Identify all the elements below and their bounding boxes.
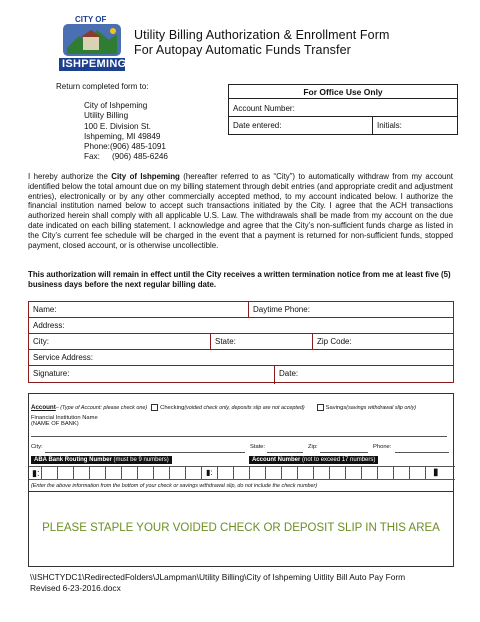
checking-label: Checking [160,404,185,411]
address-city: Ishpeming, MI 49849 [84,132,161,141]
office-use-title: For Office Use Only [229,85,457,99]
bank-info-box [28,393,454,567]
financial-institution-label [31,415,98,427]
bank-phone-line[interactable] [395,452,449,453]
address-street: 100 E. Division St. [84,122,151,131]
digit-cell-divider [137,467,138,480]
bank-city-line[interactable] [45,452,245,453]
office-initials: Initials: [377,121,402,130]
bank-name-line[interactable] [31,436,447,437]
form-title: Utility Billing Authorization & Enrollment Form [134,28,390,42]
digit-cell-divider [377,467,378,480]
bank-state-line[interactable] [267,452,303,453]
routing-bold: ABA Bank Routing Number [34,457,112,463]
city-field[interactable]: City: [29,334,211,349]
digit-cell-divider [297,467,298,480]
checking-hint: (voided check only, deposits slip are not accepted) [184,404,305,411]
fax-value: (906) 485-6246 [112,152,168,161]
customer-info-table [28,301,454,383]
bank-city-label: City: [31,444,43,450]
acctnum-bold: Account Number [252,457,301,463]
account-type-label: Account [31,404,56,411]
routing-account-digit-row [29,466,455,480]
staple-check-area: PLEASE STAPLE YOUR VOIDED CHECK OR DEPOSIT SLIP IN THIS AREA [42,522,440,534]
digit-cell-divider [57,467,58,480]
logo-top-text: CITY OF [75,15,107,24]
para-text-start: I hereby authorize the [28,172,112,181]
amount-symbol-icon: ▮ [433,467,439,478]
termination-paragraph: This authorization will remain in effect until the City receives a written termination notice from me at least five (5) business days before the next regular billing date. [28,270,451,289]
digit-cell-divider [105,467,106,480]
digit-cell-divider [329,467,330,480]
bank-zip-label: Zip: [308,444,318,450]
signature-field[interactable]: Signature: [29,366,275,384]
address-org: City of Ishpeming [84,101,148,110]
checking-checkbox[interactable] [151,404,158,411]
digit-cell-divider [41,467,42,480]
digit-cell-divider [201,467,202,480]
savings-label: Savings [325,404,347,411]
address-dept: Utility Billing [84,111,129,120]
routing-number-label [31,456,172,464]
bank-phone-label: Phone: [373,444,392,450]
digit-cell-divider [89,467,90,480]
account-type-line [31,404,416,411]
digit-cell-divider [233,467,234,480]
digit-cell-divider [393,467,394,480]
digit-cell-divider [249,467,250,480]
fax-label: Fax: [84,152,100,161]
acctnum-hint: (not to exceed 17 numbers) [300,457,376,463]
address-fax [84,152,168,163]
logo-bottom-text: ISHPEMING [62,58,127,70]
city-logo [57,14,127,72]
transit-symbol-icon: ▮: [32,468,40,478]
authorization-paragraph [28,172,453,250]
phone-value: (906) 485-1091 [109,142,166,151]
digit-cell-divider [153,467,154,480]
account-type-hint: – (Type of Account: please check one) [55,404,148,411]
digit-cell-divider [217,467,218,480]
form-subtitle: For Autopay Automatic Funds Transfer [134,43,351,57]
zip-code-field[interactable]: Zip Code: [317,337,352,346]
daytime-phone-field[interactable]: Daytime Phone: [253,305,310,314]
fin-name-label: Financial Institution Name [31,415,98,421]
savings-checkbox[interactable] [317,404,324,411]
digit-cell-divider [281,467,282,480]
name-field[interactable]: Name: [29,302,249,317]
account-number-label [249,456,378,464]
office-account-number: Account Number: [229,99,457,117]
savings-hint: (savings withdrawal slip only) [346,404,417,411]
para-text-rest: (hereafter referred to as “City”) to automatically withdraw from my account identified below the total amount due on my billing statement through debit entries (and appropriate credit and adjustment entries), electronically or by any other commercially accepted method, to my account indicated below. I authorize the financial institution named below to accept such transactions initiated by the City. I agree that the ACH transactions authorized herein shall comply with all applicable U.S. Law. The withdrawals shall be made from my account on the due date indicated on each billing statement. I acknowledge and agree that the City’s non-sufficient funds charge as listed in the City’s current fee schedule will be charged in the event that a payment is returned for non-sufficient funds, stopped payment, closed account, or is otherwise uncollectible. [28,172,453,250]
footer-file-path: \\ISHCTYDC1\RedirectedFolders\JLampman\Utility Billing\City of Ishpeming Uitlity Bill Auto Pay Form [30,572,406,582]
on-us-symbol-icon: ▮: [206,468,213,477]
return-label: Return completed form to: [56,82,149,91]
digit-cell-divider [345,467,346,480]
digit-cell-divider [313,467,314,480]
digit-cell-divider [361,467,362,480]
digit-cell-divider [73,467,74,480]
digit-cell-divider [265,467,266,480]
state-field[interactable]: State: [211,334,313,349]
digit-cell-divider [121,467,122,480]
para-city-name: City of Ishpeming [111,172,180,181]
address-phone [84,142,166,153]
enter-info-note: (Enter the above information from the bottom of your check or savings withdrawal slip, do not include the check number) [31,483,318,489]
office-date-entered: Date entered: [229,117,373,134]
digit-cell-divider [185,467,186,480]
address-field[interactable]: Address: [33,321,65,330]
office-use-box [228,84,458,135]
bank-zip-line[interactable] [320,452,368,453]
date-field[interactable]: Date: [279,369,299,378]
digit-cell-divider [425,467,426,480]
digit-cell-divider [169,467,170,480]
bank-state-label: State: [250,444,266,450]
phone-label: Phone: [84,142,110,151]
fin-name-sub-label: (NAME OF BANK) [31,421,79,427]
digit-cell-divider [409,467,410,480]
footer-revised: Revised 6-23-2016.docx [30,583,121,593]
service-address-field[interactable]: Service Address: [33,353,94,362]
routing-hint: (must be 9 numbers) [111,457,169,463]
